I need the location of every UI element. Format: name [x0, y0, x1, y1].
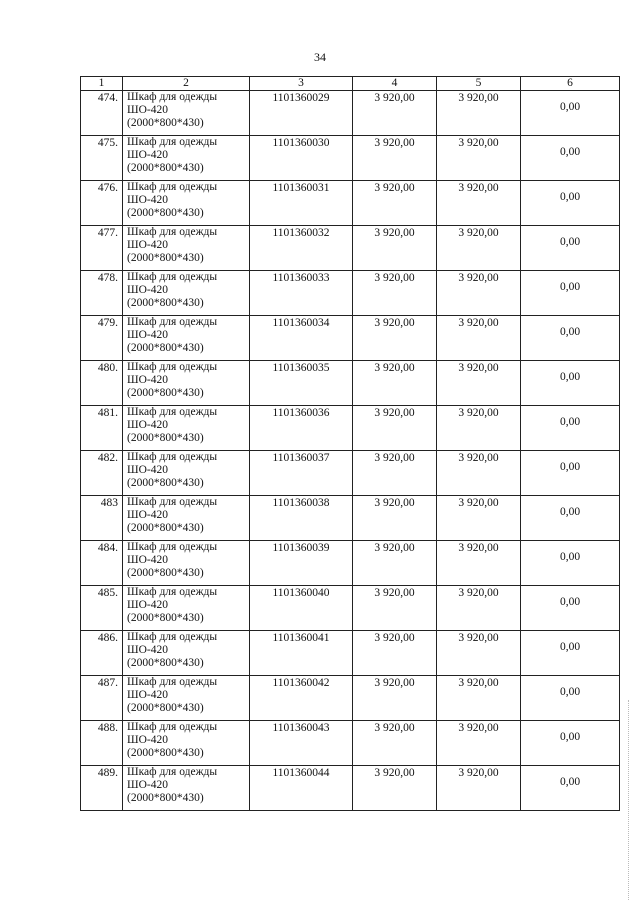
item-name-cell: [123, 496, 250, 541]
value-col-4-cell: [353, 451, 437, 496]
item-name-line: Шкаф для одежды: [127, 541, 218, 553]
value-col-5: 3 920,00: [458, 497, 499, 509]
item-name-line: ШО-420: [127, 779, 168, 791]
value-col-4-cell: [353, 496, 437, 541]
table-header-row: [81, 77, 620, 91]
row-number-cell: [81, 406, 123, 451]
value-col-5-cell: [437, 136, 521, 181]
value-col-4-cell: [353, 541, 437, 586]
value-col-5: 3 920,00: [458, 767, 499, 779]
item-name-line: (2000*800*430): [127, 387, 204, 399]
item-name-line: (2000*800*430): [127, 342, 204, 354]
row-number: 478.: [97, 272, 118, 284]
row-number: 479.: [97, 317, 118, 329]
value-col-5-cell: [437, 451, 521, 496]
row-number: 487.: [97, 677, 118, 689]
inventory-code-cell: [250, 316, 353, 361]
table-row: [81, 721, 620, 766]
value-col-6: 0,00: [559, 551, 581, 563]
value-col-6: 0,00: [559, 191, 581, 203]
value-col-5: 3 920,00: [458, 452, 499, 464]
item-name-line: ШО-420: [127, 554, 168, 566]
value-col-4-cell: [353, 136, 437, 181]
item-name-line: (2000*800*430): [127, 747, 204, 759]
value-col-5: 3 920,00: [458, 317, 499, 329]
value-col-5-cell: [437, 721, 521, 766]
table-row: [81, 136, 620, 181]
item-name-line: (2000*800*430): [127, 117, 204, 129]
row-number-cell: [81, 316, 123, 361]
item-name-line: ШО-420: [127, 509, 168, 521]
value-col-6: 0,00: [559, 461, 581, 473]
value-col-4-cell: [353, 586, 437, 631]
value-col-6-cell: [521, 361, 620, 406]
value-col-4-cell: [353, 676, 437, 721]
item-name-cell: [123, 361, 250, 406]
inventory-code-cell: [250, 181, 353, 226]
value-col-5-cell: [437, 496, 521, 541]
value-col-5: 3 920,00: [458, 182, 499, 194]
item-name-cell: [123, 181, 250, 226]
item-name-line: ШО-420: [127, 194, 168, 206]
row-number: 474.: [97, 92, 118, 104]
value-col-5-cell: [437, 631, 521, 676]
item-name-line: ШО-420: [127, 464, 168, 476]
table-row: [81, 631, 620, 676]
item-name-cell: [123, 541, 250, 586]
value-col-6-cell: [521, 316, 620, 361]
value-col-6-cell: [521, 181, 620, 226]
value-col-4: 3 920,00: [374, 227, 415, 239]
item-name-line: Шкаф для одежды: [127, 361, 218, 373]
value-col-6-cell: [521, 766, 620, 811]
item-name-line: ШО-420: [127, 284, 168, 296]
value-col-4-cell: [353, 766, 437, 811]
item-name-line: ШО-420: [127, 644, 168, 656]
value-col-6-cell: [521, 136, 620, 181]
value-col-4: 3 920,00: [374, 407, 415, 419]
value-col-6-cell: [521, 541, 620, 586]
item-name-line: Шкаф для одежды: [127, 271, 218, 283]
row-number: 477.: [97, 227, 118, 239]
inventory-code-cell: [250, 451, 353, 496]
inventory-code-cell: [250, 91, 353, 136]
item-name-line: Шкаф для одежды: [127, 136, 218, 148]
value-col-6: 0,00: [559, 101, 581, 113]
value-col-4: 3 920,00: [374, 587, 415, 599]
item-name-line: ШО-420: [127, 239, 168, 251]
item-name-line: ШО-420: [127, 374, 168, 386]
item-name-cell: [123, 226, 250, 271]
value-col-6: 0,00: [559, 641, 581, 653]
value-col-6: 0,00: [559, 146, 581, 158]
value-col-6-cell: [521, 451, 620, 496]
item-name-line: (2000*800*430): [127, 432, 204, 444]
item-name-cell: [123, 721, 250, 766]
inventory-code: 1101360033: [272, 272, 330, 284]
item-name-line: ШО-420: [127, 689, 168, 701]
item-name-line: (2000*800*430): [127, 297, 204, 309]
item-name-line: ШО-420: [127, 104, 168, 116]
item-name-line: (2000*800*430): [127, 657, 204, 669]
table-row: [81, 271, 620, 316]
value-col-5-cell: [437, 541, 521, 586]
inventory-code: 1101360037: [272, 452, 330, 464]
item-name-cell: [123, 676, 250, 721]
scan-edge-marks: [628, 700, 631, 900]
value-col-6: 0,00: [559, 596, 581, 608]
inventory-code: 1101360031: [272, 182, 330, 194]
value-col-5-cell: [437, 316, 521, 361]
inventory-code: 1101360035: [272, 362, 330, 374]
item-name-line: (2000*800*430): [127, 252, 204, 264]
item-name-line: Шкаф для одежды: [127, 721, 218, 733]
item-name-line: Шкаф для одежды: [127, 316, 218, 328]
value-col-5-cell: [437, 406, 521, 451]
value-col-4: 3 920,00: [374, 497, 415, 509]
table-row: [81, 676, 620, 721]
inventory-code: 1101360036: [272, 407, 330, 419]
table-row: [81, 541, 620, 586]
row-number-cell: [81, 91, 123, 136]
inventory-code-cell: [250, 136, 353, 181]
value-col-5: 3 920,00: [458, 677, 499, 689]
value-col-4-cell: [353, 316, 437, 361]
value-col-4: 3 920,00: [374, 272, 415, 284]
inventory-code-cell: [250, 676, 353, 721]
value-col-5-cell: [437, 586, 521, 631]
value-col-4: 3 920,00: [374, 362, 415, 374]
value-col-4-cell: [353, 91, 437, 136]
item-name-line: (2000*800*430): [127, 162, 204, 174]
value-col-4: 3 920,00: [374, 722, 415, 734]
value-col-6-cell: [521, 631, 620, 676]
value-col-6-cell: [521, 586, 620, 631]
inventory-code-cell: [250, 496, 353, 541]
row-number-cell: [81, 136, 123, 181]
value-col-6: 0,00: [559, 236, 581, 248]
header-col-4: 4: [353, 77, 437, 91]
value-col-4-cell: [353, 181, 437, 226]
value-col-5: 3 920,00: [458, 92, 499, 104]
row-number-cell: [81, 181, 123, 226]
item-name-line: Шкаф для одежды: [127, 496, 218, 508]
value-col-4: 3 920,00: [374, 542, 415, 554]
value-col-6: 0,00: [559, 506, 581, 518]
item-name-line: Шкаф для одежды: [127, 226, 218, 238]
item-name-line: Шкаф для одежды: [127, 676, 218, 688]
value-col-4-cell: [353, 361, 437, 406]
item-name-line: Шкаф для одежды: [127, 631, 218, 643]
value-col-5: 3 920,00: [458, 227, 499, 239]
inventory-code: 1101360041: [272, 632, 330, 644]
item-name-line: ШО-420: [127, 599, 168, 611]
inventory-code: 1101360043: [272, 722, 330, 734]
table-row: [81, 316, 620, 361]
inventory-code-cell: [250, 631, 353, 676]
item-name-line: Шкаф для одежды: [127, 586, 218, 598]
table-row: [81, 766, 620, 811]
value-col-4: 3 920,00: [374, 632, 415, 644]
value-col-5-cell: [437, 766, 521, 811]
value-col-5: 3 920,00: [458, 587, 499, 599]
item-name-line: Шкаф для одежды: [127, 451, 218, 463]
row-number-cell: [81, 226, 123, 271]
value-col-4-cell: [353, 406, 437, 451]
row-number: 482.: [97, 452, 118, 464]
row-number-cell: [81, 451, 123, 496]
value-col-5: 3 920,00: [458, 407, 499, 419]
value-col-5: 3 920,00: [458, 137, 499, 149]
inventory-code: 1101360039: [272, 542, 330, 554]
inventory-code-cell: [250, 721, 353, 766]
inventory-code-cell: [250, 271, 353, 316]
row-number: 476.: [97, 182, 118, 194]
value-col-5-cell: [437, 271, 521, 316]
header-col-1: 1: [81, 77, 123, 91]
header-col-6: 6: [521, 77, 620, 91]
value-col-4-cell: [353, 271, 437, 316]
item-name-cell: [123, 316, 250, 361]
value-col-6-cell: [521, 496, 620, 541]
value-col-5: 3 920,00: [458, 542, 499, 554]
inventory-code-cell: [250, 541, 353, 586]
item-name-line: ШО-420: [127, 149, 168, 161]
item-name-line: (2000*800*430): [127, 567, 204, 579]
value-col-5-cell: [437, 361, 521, 406]
header-col-3: 3: [250, 77, 353, 91]
value-col-6: 0,00: [559, 371, 581, 383]
row-number-cell: [81, 496, 123, 541]
inventory-code-cell: [250, 406, 353, 451]
value-col-4: 3 920,00: [374, 677, 415, 689]
item-name-line: ШО-420: [127, 329, 168, 341]
value-col-5: 3 920,00: [458, 722, 499, 734]
row-number-cell: [81, 676, 123, 721]
item-name-line: (2000*800*430): [127, 612, 204, 624]
value-col-6: 0,00: [559, 281, 581, 293]
value-col-5: 3 920,00: [458, 362, 499, 374]
header-col-5: 5: [437, 77, 521, 91]
item-name-cell: [123, 136, 250, 181]
table-row: [81, 226, 620, 271]
value-col-6-cell: [521, 271, 620, 316]
item-name-cell: [123, 451, 250, 496]
row-number: 481.: [97, 407, 118, 419]
value-col-6-cell: [521, 406, 620, 451]
value-col-4: 3 920,00: [374, 452, 415, 464]
item-name-line: Шкаф для одежды: [127, 766, 218, 778]
inventory-code: 1101360030: [272, 137, 330, 149]
table-row: [81, 91, 620, 136]
value-col-5-cell: [437, 181, 521, 226]
item-name-line: Шкаф для одежды: [127, 406, 218, 418]
table-row: [81, 586, 620, 631]
row-number: 484.: [97, 542, 118, 554]
item-name-line: Шкаф для одежды: [127, 91, 218, 103]
table-row: [81, 181, 620, 226]
inventory-code: 1101360040: [272, 587, 330, 599]
table-row: [81, 361, 620, 406]
row-number: 489.: [97, 767, 118, 779]
row-number-cell: [81, 541, 123, 586]
inventory-code: 1101360038: [272, 497, 330, 509]
value-col-5-cell: [437, 676, 521, 721]
value-col-4: 3 920,00: [374, 92, 415, 104]
value-col-4-cell: [353, 226, 437, 271]
value-col-6: 0,00: [559, 416, 581, 428]
page-number: 34: [314, 50, 326, 64]
value-col-5: 3 920,00: [458, 272, 499, 284]
inventory-code-cell: [250, 766, 353, 811]
row-number: 480.: [97, 362, 118, 374]
inventory-code: 1101360032: [272, 227, 330, 239]
item-name-line: ШО-420: [127, 419, 168, 431]
value-col-4: 3 920,00: [374, 182, 415, 194]
table-row: [81, 496, 620, 541]
item-name-cell: [123, 766, 250, 811]
value-col-4-cell: [353, 631, 437, 676]
item-name-line: (2000*800*430): [127, 207, 204, 219]
value-col-4: 3 920,00: [374, 767, 415, 779]
inventory-code: 1101360042: [272, 677, 330, 689]
value-col-6-cell: [521, 226, 620, 271]
item-name-cell: [123, 406, 250, 451]
table-row: [81, 406, 620, 451]
item-name-line: Шкаф для одежды: [127, 181, 218, 193]
item-name-line: ШО-420: [127, 734, 168, 746]
item-name-line: (2000*800*430): [127, 702, 204, 714]
item-name-cell: [123, 91, 250, 136]
value-col-5-cell: [437, 91, 521, 136]
row-number: 486.: [97, 632, 118, 644]
item-name-cell: [123, 586, 250, 631]
header-col-2: 2: [123, 77, 250, 91]
inventory-code: 1101360029: [272, 92, 330, 104]
value-col-6: 0,00: [559, 686, 581, 698]
item-name-line: (2000*800*430): [127, 477, 204, 489]
value-col-5-cell: [437, 226, 521, 271]
value-col-6-cell: [521, 676, 620, 721]
value-col-5: 3 920,00: [458, 632, 499, 644]
table-row: [81, 451, 620, 496]
value-col-6-cell: [521, 91, 620, 136]
item-name-line: (2000*800*430): [127, 792, 204, 804]
row-number-cell: [81, 721, 123, 766]
row-number-cell: [81, 361, 123, 406]
value-col-6: 0,00: [559, 326, 581, 338]
inventory-code-cell: [250, 226, 353, 271]
inventory-code-cell: [250, 586, 353, 631]
row-number-cell: [81, 586, 123, 631]
item-name-cell: [123, 631, 250, 676]
table-body: [81, 91, 620, 811]
value-col-4-cell: [353, 721, 437, 766]
value-col-6: 0,00: [559, 731, 581, 743]
item-name-cell: [123, 271, 250, 316]
row-number: 475.: [97, 137, 118, 149]
row-number: 483: [100, 497, 118, 509]
value-col-6-cell: [521, 721, 620, 766]
inventory-code: 1101360044: [272, 767, 330, 779]
row-number: 485.: [97, 587, 118, 599]
row-number-cell: [81, 631, 123, 676]
row-number: 488.: [97, 722, 118, 734]
value-col-4: 3 920,00: [374, 137, 415, 149]
row-number-cell: [81, 271, 123, 316]
value-col-6: 0,00: [559, 776, 581, 788]
row-number-cell: [81, 766, 123, 811]
inventory-code-cell: [250, 361, 353, 406]
inventory-table: [80, 76, 620, 811]
item-name-line: (2000*800*430): [127, 522, 204, 534]
value-col-4: 3 920,00: [374, 317, 415, 329]
inventory-code: 1101360034: [272, 317, 330, 329]
